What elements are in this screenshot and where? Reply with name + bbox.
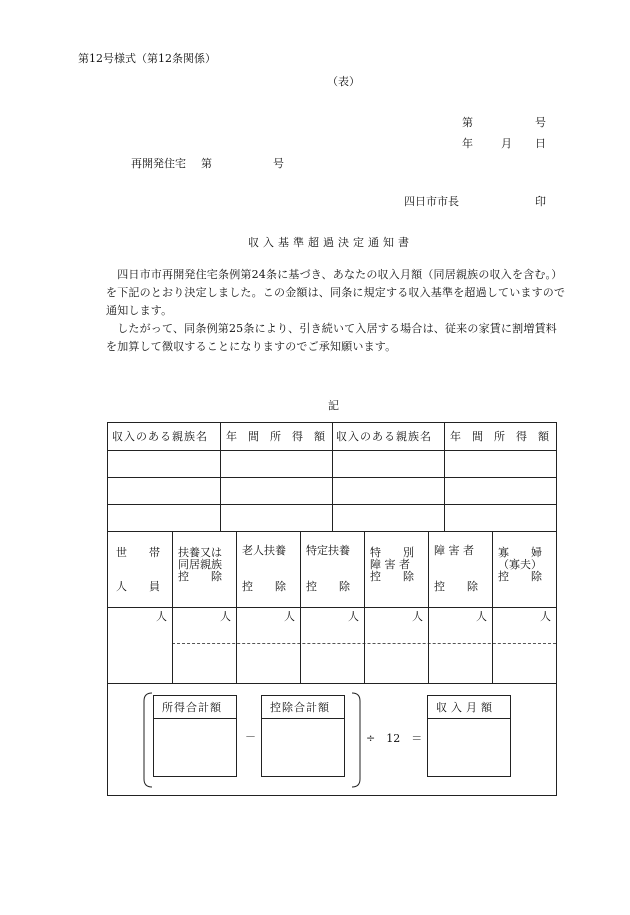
income-header-name-1: 収入のある親族名	[112, 430, 208, 443]
side-label: （表）	[327, 75, 360, 88]
divide-expression: ÷ 12 ＝	[366, 732, 423, 745]
specific-header-1: 特定扶養	[306, 544, 350, 557]
minus-sign: －	[245, 730, 256, 743]
disabled-unit: 人	[476, 610, 487, 623]
household-unit: 人	[156, 610, 167, 623]
doc-number-dai: 第	[462, 116, 473, 129]
dependents-header-2: 同居親族	[178, 558, 222, 571]
monthly-income-label: 収入月額	[436, 701, 496, 714]
doc-number-go: 号	[535, 116, 546, 129]
addressee-go: 号	[273, 157, 284, 170]
income-header-amount-1: 年 間 所 得 額	[226, 430, 325, 443]
date-day: 日	[535, 137, 546, 150]
dependents-unit: 人	[220, 610, 231, 623]
special-disabled-header-3: 控 除	[370, 570, 414, 583]
widow-header-2: （寡夫）	[498, 558, 542, 571]
document-title: 収入基準超過決定通知書	[248, 236, 413, 249]
elderly-header-2: 控 除	[242, 580, 286, 593]
income-header-name-2: 収入のある親族名	[336, 430, 432, 443]
widow-header-3: 控 除	[498, 570, 542, 583]
deduction-total-label: 控除合計額	[270, 701, 330, 714]
household-header-bottom: 人 員	[116, 580, 160, 593]
widow-header-1: 寡 婦	[498, 546, 542, 559]
record-label: 記	[328, 399, 339, 412]
income-total-label: 所得合計額	[162, 701, 222, 714]
dependents-header-3: 控 除	[178, 570, 222, 583]
paragraph-2: したがって、同条例第25条により、引き続いて入居する場合は、従来の家賃に割増賃料を加算して徴収することになりますのでご承知願います。	[106, 322, 557, 353]
date-month: 月	[501, 137, 512, 150]
addressee-dai: 第	[201, 157, 212, 170]
specific-unit: 人	[348, 610, 359, 623]
form-number: 第12号様式（第12条関係）	[78, 52, 216, 65]
special-disabled-header-2: 障 害 者	[370, 558, 410, 571]
elderly-unit: 人	[284, 610, 295, 623]
special-disabled-header-1: 特 別	[370, 546, 414, 559]
income-total-box	[153, 695, 237, 777]
deduction-total-box	[261, 695, 345, 777]
income-header-amount-2: 年 間 所 得 額	[450, 430, 549, 443]
paragraph-1: 四日市市再開発住宅条例第24条に基づき、あなたの収入月額（同居親族の収入を含む。）を下記のとおり決定しました。この金額は、同条に規定する収入基準を超過していますので通知します。	[106, 268, 566, 317]
monthly-income-box	[427, 695, 511, 777]
widow-unit: 人	[540, 610, 551, 623]
dependents-header-1: 扶養又は	[178, 546, 222, 559]
disabled-header-1: 障 害 者	[434, 544, 474, 557]
special-disabled-unit: 人	[412, 610, 423, 623]
addressee-label: 再開発住宅	[131, 157, 186, 170]
elderly-header-1: 老人扶養	[242, 544, 286, 557]
notice-table	[107, 422, 557, 796]
seal-mark: 印	[535, 195, 546, 208]
right-bracket	[348, 691, 364, 789]
issuer-name: 四日市市長	[404, 195, 459, 208]
specific-header-2: 控 除	[306, 580, 350, 593]
household-header-top: 世 帯	[116, 546, 160, 559]
disabled-header-2: 控 除	[434, 580, 478, 593]
date-year: 年	[462, 137, 473, 150]
